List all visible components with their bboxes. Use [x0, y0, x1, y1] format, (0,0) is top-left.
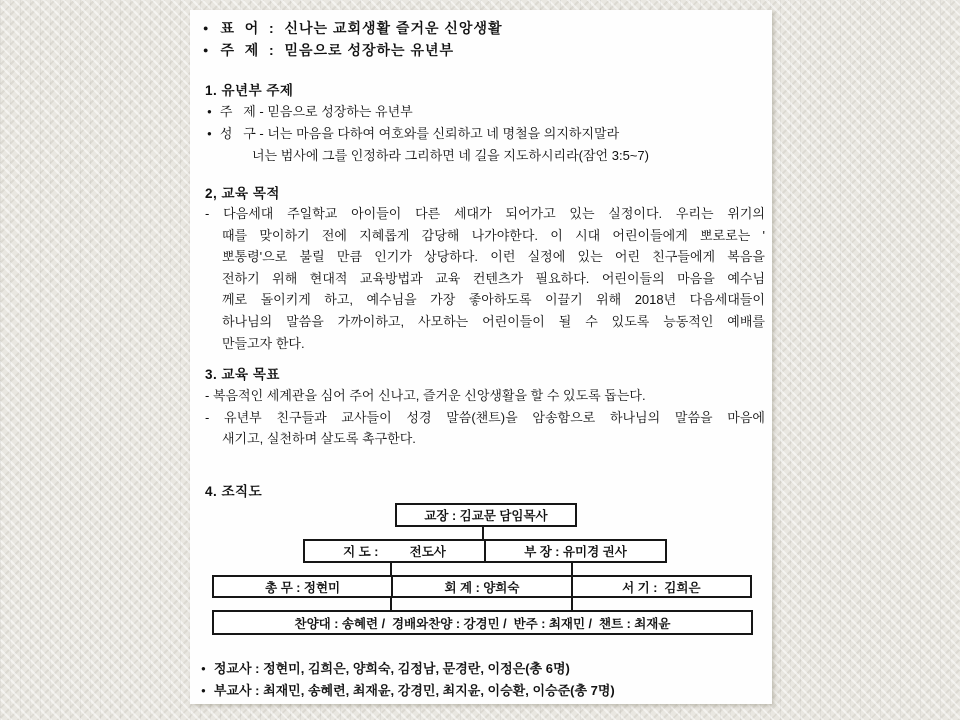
paragraph-line: - 다음세대 주일학교 아이들이 다른 세대가 되어가고 있는 실정이다. 우리는 위기의: [205, 206, 765, 221]
bullet-icon: ●: [201, 664, 206, 673]
bullet-icon: ●: [201, 686, 206, 695]
teacher-list-assistant-text: 부교사 : 최재민, 송혜련, 최재윤, 강경민, 최지윤, 이승환, 이승준(총 7명): [213, 683, 615, 698]
theme-line: [203, 40, 454, 60]
section1-verse-text: 성 구 - 너는 마음을 다하여 여호와를 신뢰하고 네 명철을 의지하지말라: [219, 126, 620, 141]
org-box-principal: 교장 : 김교문 담임목사: [395, 503, 577, 527]
paragraph-line: 하나님의 말씀을 가까이하고, 사모하는 어린이들이 될 수 있도록 능동적인 예배를: [222, 313, 765, 329]
paragraph-line: 때를 맞이하기 전에 지혜롭게 감당해 나가야한다. 이 시대 어린이들에게 뽀로로는 ': [222, 227, 765, 243]
org-cell-accountant: 회 계 : 양희숙: [391, 577, 570, 596]
motto-text: 표 어 : 신나는 교회생활 즐거운 신앙생활: [220, 20, 503, 36]
section4-title: 4. 조직도: [205, 484, 263, 499]
org-connector: [390, 597, 392, 610]
org-cell-director: 부 장 : 유미경 권사: [484, 541, 665, 561]
org-box-leader-director: [303, 539, 667, 563]
bullet-icon: ●: [203, 45, 210, 55]
org-box-officers: [212, 575, 752, 598]
teacher-list-assistant: [201, 680, 615, 699]
bullet-icon: ●: [207, 107, 212, 116]
org-connector: [571, 597, 573, 610]
section1-verse-continuation: 너는 범사에 그를 인정하라 그리하면 네 길을 지도하시리라(잠언 3:5~7): [252, 148, 649, 163]
paragraph-line: 만들고자 한다.: [222, 335, 305, 351]
bullet-icon: ●: [203, 23, 210, 33]
section2-title: 2, 교육 목적: [205, 186, 280, 201]
org-cell-manager: 총 무 : 정현미: [265, 580, 341, 595]
org-cell-secretary: 서 기 : 김희은: [571, 577, 750, 596]
section1-bullet-theme: [207, 101, 413, 120]
org-box-ministry: 찬양대 : 송혜련 / 경배와찬양 : 강경민 / 반주 : 최재민 / 챈트 : 최재윤: [212, 610, 753, 635]
section3-title: 3. 교육 목표: [205, 367, 280, 382]
theme-text: 주 제 : 믿음으로 성장하는 유년부: [220, 42, 455, 58]
section1-bullet-verse: [207, 123, 619, 142]
motto-line: [203, 18, 503, 38]
org-cell-leader: 지 도 : 전도사: [343, 545, 446, 559]
section1-theme-text: 주 제 - 믿음으로 성장하는 유년부: [219, 104, 413, 119]
paragraph-line: 뽀통령'으로 불릴 만큼 인기가 상당하다. 이런 실정에 있는 어린 친구들에게 복음을: [222, 249, 765, 265]
org-connector: [571, 562, 573, 575]
org-connector: [390, 562, 392, 575]
teacher-list-main: [201, 658, 570, 677]
goal-line: - 복음적인 세계관을 심어 주어 신나고, 즐거운 신앙생활을 할 수 있도록 돕는다.: [205, 388, 646, 403]
goal-line: 새기고, 실천하며 살도록 촉구한다.: [222, 431, 416, 447]
teacher-list-main-text: 정교사 : 정현미, 김희은, 양희숙, 김정남, 문경란, 이정은(총 6명): [213, 661, 570, 676]
bullet-icon: ●: [207, 129, 212, 138]
document-page: [190, 10, 772, 704]
paragraph-line: 께로 돌이키게 하고, 예수님을 가장 좋아하도록 이끌기 위해 2018년 다음세대들이: [222, 292, 765, 308]
section2-paragraph: [205, 203, 765, 354]
section3-goals: [205, 385, 765, 450]
goal-line: - 유년부 친구들과 교사들이 성경 말씀(챈트)을 암송함으로 하나님의 말씀을 마음에: [205, 409, 765, 425]
section1-title: 1. 유년부 주제: [205, 83, 294, 98]
paragraph-line: 전하기 위해 현대적 교육방법과 교육 컨텐츠가 필요하다. 어린이들의 마음을 예수님: [222, 270, 765, 286]
